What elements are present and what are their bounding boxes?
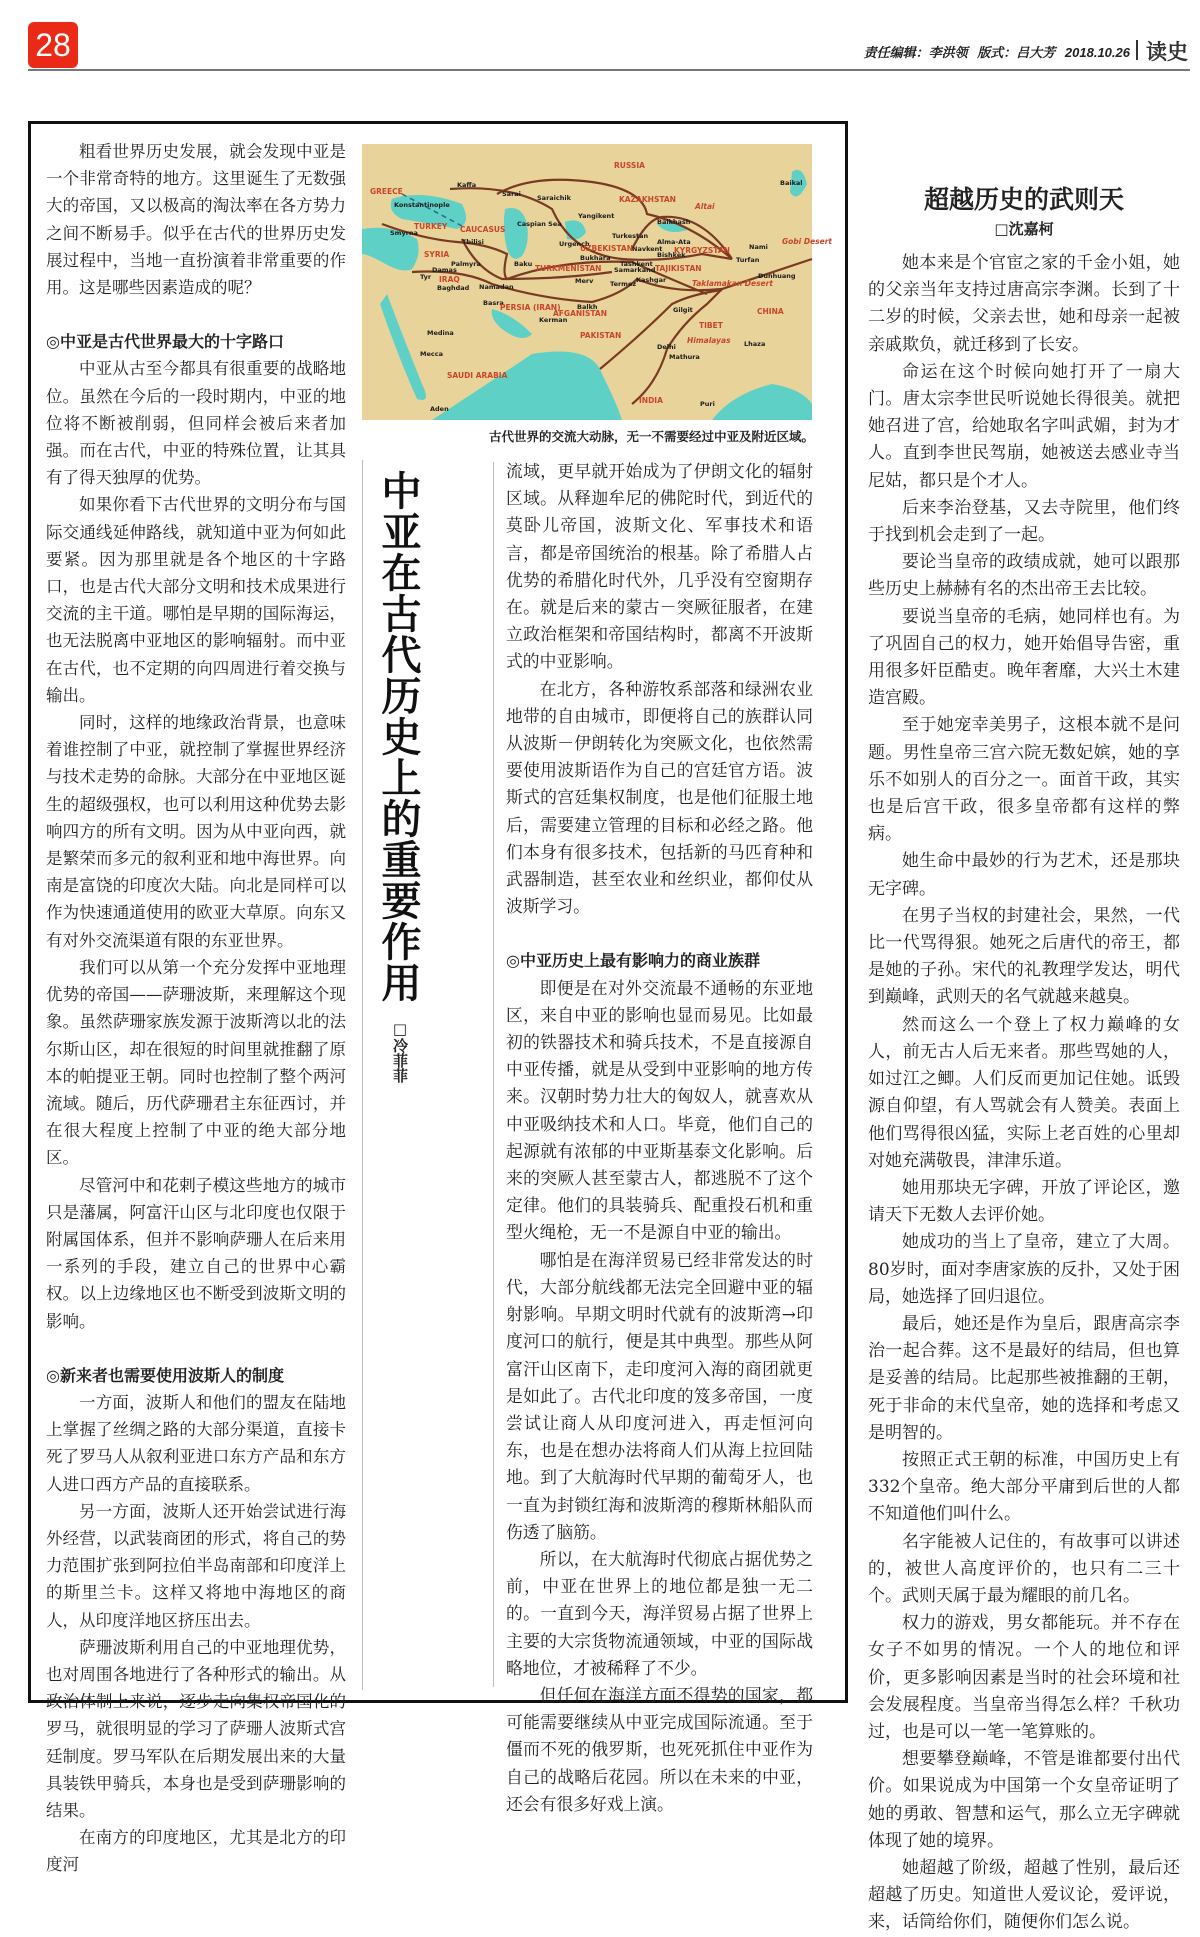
map-label: Turkestan — [612, 232, 649, 240]
article2-body — [868, 250, 1180, 1937]
paragraph: 在南方的印度地区，尤其是北方的印度河 — [46, 1828, 346, 1875]
article1-author: □冷菲菲 — [391, 1020, 409, 1083]
map-label: UZBEKISTAN — [580, 244, 633, 253]
map-label: Balkhash — [657, 218, 691, 226]
map-label: AFGANISTAN — [553, 309, 607, 318]
map-label: Urgench — [559, 240, 590, 248]
map-label: Sarai — [502, 190, 521, 198]
map-label: Balkh — [577, 303, 598, 311]
map-label: SYRIA — [424, 250, 450, 259]
paragraph: 权力的游戏，男女都能玩。并不存在女子不如男的情况。一个人的地位和评价，更多影响因素是当时的社会环境和社会发展程度。当皇帝当得怎么样？千秋功过，也是可以一笔一笔算账的。 — [868, 1613, 1180, 1742]
paragraph: 至于她宠幸美男子，这根本就不是问题。男性皇帝三宫六院无数妃嫔，她的享乐不如别人的百分之一。面首干政，其实也是后宫干政，很多皇帝都有这样的弊病。 — [868, 715, 1180, 845]
map-label: Samarkand — [614, 266, 656, 274]
section-heading: ◎新来者也需要使用波斯人的制度 — [46, 1365, 284, 1385]
section-name: 读史 — [1146, 40, 1188, 64]
section-heading: ◎中亚是古代世界最大的十字路口 — [46, 332, 284, 352]
column-divider — [493, 462, 494, 1687]
paragraph: 同时，这样的地缘政治背景，也意味着谁控制了中亚，就控制了掌握世界经济与技术走势的命脉。大部分在中亚地区诞生的超级强权，也可以利用这种优势去影响四方的所有文明。因为从中亚向西，就是繁荣而多元的叙利亚和地中海世界。向南是富饶的印度次大陆。向北是同样可以作为快速通道使用的欧亚大草原。向东又有对外交流渠道有限的东亚世界。 — [46, 713, 346, 950]
header-credits — [858, 42, 1130, 61]
map-label: Taklamakan Desert — [692, 279, 773, 288]
paragraph: 在男子当权的封建社会，果然，一代比一代骂得狠。她死之后唐代的帝王，都是她的子孙。宋代的礼教理学发达，明代到巅峰，武则天的名气就越来越臭。 — [868, 905, 1180, 1008]
map-label: Caspian Sea — [517, 220, 562, 228]
paragraph: 最后，她还是作为皇后，跟唐高宗李治一起合葬。这不是最好的结局，但也算是妥善的结局。比起那些被推翻的王朝，死于非命的末代皇帝，她的选择和考虑又是明智的。 — [868, 1313, 1180, 1443]
map-label: KYRGYZSTAN — [674, 246, 730, 255]
map-label: Bukhara — [580, 254, 611, 262]
article2-title: 超越历史的武则天 — [923, 185, 1124, 214]
paragraph: 想要攀登巅峰，不管是谁都要付出代价。如果说成为中国第一个女皇帝证明了她的勇敢、智慧和运气，那么立无字碑就体现了她的境界。 — [868, 1749, 1180, 1851]
map-label: Baikal — [780, 179, 803, 187]
paragraph: 名字能被人记住的，有故事可以讲述的，被世人高度评价的，也只有二三十个。武则天属于最为耀眼的前几名。 — [868, 1531, 1180, 1606]
map-label: Medina — [427, 329, 454, 337]
map-label: Merv — [575, 277, 594, 285]
map-label: Altai — [695, 202, 715, 211]
map-label: Bishkek — [657, 251, 686, 259]
map-label: Tashkent — [620, 260, 653, 268]
paragraph: 按照正式王朝的标准，中国历史上有332个皇帝。绝大部分平庸到后世的人都不知道他们叫什么。 — [868, 1449, 1180, 1525]
map-label: Baku — [514, 260, 533, 268]
paragraph: 然而这么一个登上了权力巅峰的女人，前无古人后无来者。那些骂她的人，如过江之鲫。人们反而更加记住她。诋毁源自仰望，有人骂就会有人赞美。表面上他们骂得很凶猛，实际上老百姓的心里却对她充满敬畏，津津乐道。 — [868, 1014, 1180, 1171]
article1-title: 中亚在古代历史上的重要作用 — [375, 470, 422, 1003]
paragraph: 如果你看下古代世界的文明分布与国际交通线延伸路线，就知道中亚为何如此要紧。因为那里就是各个地区的十字路口，也是古代大部分文明和技术成果进行交流的主干道。哪怕是早期的国际海运，也无法脱离中亚地区的影响辐射。而中亚在古代，也不定期的向四周进行着交换与输出。 — [46, 495, 346, 705]
map-caption: 古代世界的交流大动脉，无一不需要经过中亚及附近区域。 — [488, 429, 814, 444]
paragraph: 一方面，波斯人和他们的盟友在陆地上掌握了丝绸之路的大部分渠道，直接卡死了罗马人从叙利亚进口东方产品和东方人进口西方产品的直接联系。 — [46, 1392, 346, 1494]
map-label: Yangikent — [578, 212, 615, 220]
paragraph: 在北方，各种游牧系部落和绿洲农业地带的自由城市，即便将自己的族群认同从波斯－伊朗转化为突厥文化，也依然需要使用波斯语作为自己的宫廷官方语。波斯式的宫廷集权制度，也是他们征服土地后，需要建立管理的目标和必经之路。他们本身有很多技术，包括新的马匹育种和武器制造，甚至农业和丝织业，都仰仗从波斯学习。 — [506, 678, 813, 917]
paragraph: 要说当皇帝的毛病，她同样也有。为了巩固自己的权力，她开始倡导告密，重用很多奸臣酷吏。晚年奢靡，大兴土木建造宫殿。 — [868, 606, 1180, 709]
map-label: Baghdad — [437, 284, 470, 292]
paragraph: 所以，在大航海时代彻底占据优势之前，中亚在世界上的地位都是独一无二的。一直到今天，海洋贸易占据了世界上主要的大宗货物流通领域，中亚的国际战略地位，才被稀释了不少。 — [506, 1548, 813, 1678]
map-label: Lhaza — [744, 340, 766, 348]
paragraph: 她生命中最妙的行为艺术，还是那块无字碑。 — [868, 851, 1180, 899]
paragraph: 哪怕是在海洋贸易已经非常发达的时代，大部分航线都无法完全回避中亚的辐射影响。早期文明时代就有的波斯湾→印度河口的航行，便是其中典型。那些从阿富汗山区南下，走印度河入海的商团就更是如此了。古代北印度的笈多帝国，一度尝试让商人从印度河进入，再走恒河向东，也是在想办法将商人们从海上拉回陆地。到了大航海时代早期的葡萄牙人，也一直为封锁红海和波斯湾的穆斯林船队而伤透了脑筋。 — [506, 1249, 813, 1542]
article2-author: □沈嘉柯 — [994, 220, 1054, 238]
map-label: Delhi — [657, 343, 676, 351]
header-rule — [28, 69, 1190, 71]
map-label: CHINA — [757, 307, 784, 316]
map-label: SAUDI ARABIA — [447, 371, 508, 380]
map-label: Himalayas — [687, 336, 731, 345]
map-label: PAKISTAN — [580, 331, 622, 340]
map-label: Aden — [430, 405, 449, 413]
paragraph: 流域，更早就开始成为了伊朗文化的辐射区域。从释迦牟尼的佛陀时代，到近代的莫卧儿帝国，波斯文化、军事技术和语言，都是帝国统治的根基。除了希腊人占优势的希腊化时代外，几乎没有空窗期存在。就是后来的蒙古－突厥征服者，在建立政治框架和帝国结构时，都离不开波斯式的中亚影响。 — [506, 461, 813, 672]
map-label: Turfan — [736, 256, 760, 264]
paragraph: 萨珊波斯利用自己的中亚地理优势，也对周围各地进行了各种形式的输出。从政治体制上来说，逐步走向集权帝国化的罗马，就很明显的学习了萨珊人波斯式宫廷制度。罗马军队在后期发展出来的大量具装铁甲骑兵，本身也是受到萨珊影响的结果。 — [46, 1637, 346, 1820]
paragraph: 她成功的当上了皇帝，建立了大周。80岁时，面对李唐家族的反扑，又处于困局，她选择了回归退位。 — [868, 1232, 1180, 1307]
map-label: Dunhuang — [758, 272, 796, 280]
map-label: Damas — [432, 266, 457, 274]
map-label: Tyr — [420, 273, 432, 281]
article1-middle-column — [506, 458, 813, 1818]
map-label: Navkent — [632, 245, 663, 253]
map-label: Smyrna — [390, 229, 418, 237]
map-label: Konstantinople — [394, 201, 450, 209]
editor-credit: 责任编辑：李洪领 — [863, 45, 968, 60]
header-separator — [1136, 40, 1138, 60]
map-label: Mathura — [669, 353, 700, 361]
map-label: TURKEY — [414, 222, 448, 231]
layout-credit: 版式：吕大芳 — [977, 45, 1056, 60]
map-label: RUSSIA — [614, 161, 645, 170]
paragraph: 另一方面，波斯人还开始尝试进行海外经营，以武装商团的形式，将自己的势力范围扩张到阿拉伯半岛南部和印度洋上的斯里兰卡。这样又将地中海地区的商人，从印度洋地区挤压出去。 — [46, 1501, 346, 1630]
issue-date: 2018.10.26 — [1064, 45, 1130, 60]
map-label: IRAQ — [439, 275, 460, 284]
map-label: Saraichik — [537, 194, 571, 202]
map-label: PERSIA (IRAN) — [500, 303, 561, 312]
map-label: Namadan — [479, 283, 514, 291]
map-label: TIBET — [699, 321, 723, 330]
paragraph: 粗看世界历史发展，就会发现中亚是一个非常奇特的地方。这里诞生了无数强大的帝国，又以极高的淘汰率在各方势力之间不断易手。似乎在古代的世界历史发展过程中，当地一直扮演着非常重要的作用。这是哪些因素造成的呢？ — [46, 142, 346, 298]
map-label: INDIA — [639, 396, 663, 405]
map-label: KAZAKHSTAN — [619, 195, 676, 204]
map-label: Termez — [610, 280, 637, 288]
map-label: TAJIKISTAN — [655, 264, 702, 273]
map-label: TURKMENISTAN — [535, 264, 602, 273]
map-label: GREECE — [370, 187, 403, 196]
map-label: Puri — [700, 400, 715, 408]
paragraph: 即便是在对外交流最不通畅的东亚地区，来自中亚的影响也显而易见。比如最初的铁器技术和骑兵技术，不是直接源自中亚传播，就是从受到中亚影响的地方传来。汉朝时势力壮大的匈奴人，就喜欢从中亚吸纳技术和人口。毕竟，他们自己的起源就有浓郁的中亚斯基泰文化影响。后来的突厥人甚至蒙古人，都逃脱不了这个定律。他们的具装骑兵、配重投石机和重型火绳枪，无一不是源自中亚的输出。 — [506, 977, 813, 1243]
map-label: Alma-Ata — [657, 238, 691, 246]
paragraph: 命运在这个时候向她打开了一扇大门。唐太宗李世民听说她长得很美。就把她召进了宫，给她取名字叫武媚，封为才人。直到李世民驾崩，她被送去感业寺当尼姑，都只是个才人。 — [868, 361, 1180, 491]
map-label: Basra — [483, 299, 504, 307]
paragraph: 中亚从古至今都具有很重要的战略地位。虽然在今后的一段时期内，中亚的地位将不断被削弱，但同样会被后来者加强。而在古代，中亚的特殊位置，让其具有了得天独厚的优势。 — [46, 359, 346, 488]
paragraph: 后来李治登基，又去寺院里，他们终于找到机会走到了一起。 — [868, 497, 1180, 546]
map-label: Kashgar — [636, 276, 667, 284]
map-label: Palmyra — [451, 260, 481, 268]
map-label: Kaffa — [457, 181, 477, 189]
paragraph: 她本来是个官宦之家的千金小姐，她的父亲当年支持过唐高宗李渊。长到了十二岁的时候，父亲去世，她和母亲一起被亲戚欺负，就迁移到了长安。 — [868, 253, 1180, 355]
paragraph: 尽管河中和花剌子模这些地方的城市只是藩属，阿富汗山区与北印度也仅限于附属国体系，但并不影响萨珊人在后来用一系列的手段，建立自己的世界中心霸权。以上边缘地区也不断受到波斯文明的影响。 — [46, 1175, 346, 1331]
page-number-badge: 28 — [28, 22, 78, 68]
paragraph: 要论当皇帝的政绩成就，她可以跟那些历史上赫赫有名的杰出帝王去比较。 — [868, 552, 1180, 600]
map-label: Gobi Desert — [782, 237, 833, 246]
paragraph: 她超越了阶级，超越了性别，最后还超越了历史。知道世人爱议论，爱评说，来，话筒给你们，随便你们怎么说。 — [868, 1857, 1180, 1933]
map-label: CAUCASUS — [460, 225, 506, 234]
paragraph: 我们可以从第一个充分发挥中亚地理优势的帝国——萨珊波斯，来理解这个现象。虽然萨珊家族发源于波斯湾以北的法尔斯山区，却在很短的时间里就推翻了原本的帕提亚王朝。同时也控制了整个两河流域。随后，历代萨珊君主东征西讨，并在很大程度上控制了中亚的绝大部分地区。 — [46, 957, 346, 1168]
article1-left-column — [46, 138, 346, 1879]
column-divider — [362, 460, 363, 1690]
map-label: Tbilisi — [462, 238, 484, 246]
map-label: Mecca — [420, 350, 443, 358]
map-label: Gilgit — [673, 306, 693, 314]
silk-road-map — [362, 144, 833, 420]
paragraph: 但任何在海洋方面不得势的国家，都可能需要继续从中亚完成国际流通。至于僵而不死的俄罗斯，也死死抓住中亚作为自己的战略后花园。所以在未来的中亚，还会有很多好戏上演。 — [506, 1684, 813, 1814]
section-heading: ◎中亚历史上最有影响力的商业族群 — [506, 951, 760, 971]
paragraph: 她用那块无字碑，开放了评论区，邀请天下无数人去评价她。 — [868, 1177, 1180, 1226]
map-label: Nami — [749, 243, 768, 251]
map-label: Kerman — [539, 316, 568, 324]
